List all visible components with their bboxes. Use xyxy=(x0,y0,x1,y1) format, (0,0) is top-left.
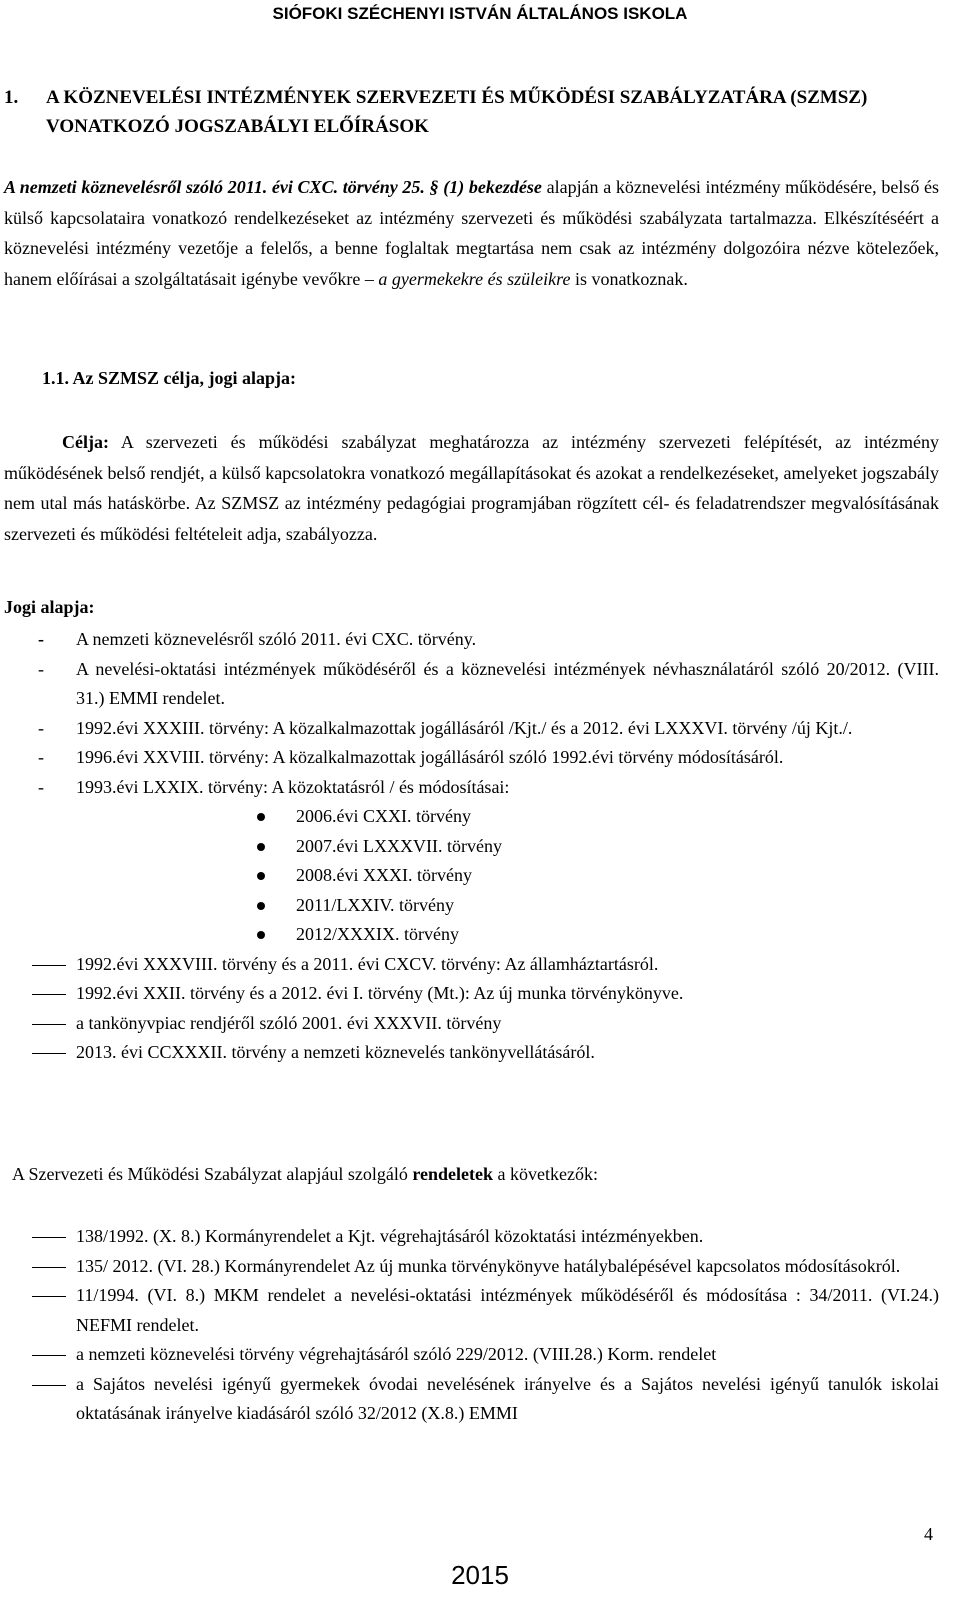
bullet-text: 2007.évi LXXXVII. törvény xyxy=(296,835,502,856)
list-item-text: 135/ 2012. (VI. 28.) Kormányrendelet Az új munka törvénykönyve hatálybalépésével kapcsolatos módosításokról. xyxy=(76,1255,901,1276)
dash-line-icon xyxy=(32,1355,66,1356)
dash-line-icon xyxy=(32,1296,66,1297)
list-item xyxy=(4,714,939,744)
list-item-text: 2013. évi CCXXXII. törvény a nemzeti köznevelés tankönyvellátásáról. xyxy=(76,1042,595,1062)
list-item xyxy=(4,1038,939,1068)
list-item-text: 11/1994. (VI. 8.) MKM rendelet a nevelési-oktatási intézmények működéséről és módosítása : 34/2011. (VI.24.) NEFMI rendelet. xyxy=(76,1285,939,1335)
list-item xyxy=(4,950,939,980)
list-item-text: A nevelési-oktatási intézmények működéséről és a köznevelési intézmények névhasználatáról szóló 20/2012. (VIII. 31.) EMMI rendelet. xyxy=(76,658,939,708)
dash-line-icon xyxy=(32,1053,66,1054)
list-item-text: 138/1992. (X. 8.) Kormányrendelet a Kjt. végrehajtásáról közoktatási intézményekben. xyxy=(76,1226,704,1246)
dash-line-icon xyxy=(32,1237,66,1238)
celja-paragraph xyxy=(4,427,939,549)
intro-text-2: is vonatkoznak. xyxy=(570,268,688,289)
intro-text-1: alapján a köznevelési intézmény működésére, belső és külső kapcsolataira vonatkozó rendelkezéseket az intézmény szervezeti és működési szabályzata tartalmazza. Elkészítéséért a köznevelési intézmény vezetője a felelős, a benne foglaltak megtartása nem csak az intézmény dolgozóira nézve kötelezőek, hanem előírásai a szolgáltatásait igénybe vevőkre – xyxy=(4,177,939,289)
list-item xyxy=(4,1252,939,1282)
bullet-icon xyxy=(257,931,265,939)
list-item xyxy=(4,1281,939,1340)
bullet-text: 2008.évi XXXI. törvény xyxy=(296,865,472,885)
bullet-icon xyxy=(257,902,265,910)
dash-marker: - xyxy=(38,658,44,679)
list-item-text: a Sajátos nevelési igényű gyermekek óvodai nevelésének irányelve és a Sajátos nevelési igényű tanulók iskolai oktatásának irányelve kiadásáról szóló 32/2012 (X.8.) EMMI xyxy=(76,1373,939,1423)
rendeletek-intro-text: A Szervezeti és Működési Szabályzat alapjául szolgáló xyxy=(12,1164,413,1184)
intro-law-reference: A nemzeti köznevelésről szóló 2011. évi CXC. törvény 25. § (1) bekezdése xyxy=(4,177,542,197)
bullet-item xyxy=(4,832,939,862)
rendeletek-list xyxy=(4,1222,939,1429)
list-item-text: A nemzeti köznevelésről szóló 2011. évi CXC. törvény. xyxy=(76,629,477,649)
list-item xyxy=(4,979,939,1009)
bullet-icon xyxy=(257,872,265,880)
section-number: 1. xyxy=(4,87,19,108)
rendeletek-intro xyxy=(12,1164,598,1185)
celja-label: Célja: xyxy=(62,432,109,452)
list-item xyxy=(4,773,939,803)
subsection-title: 1.1. Az SZMSZ célja, jogi alapja: xyxy=(42,368,296,388)
bullet-text: 2006.évi CXXI. törvény xyxy=(296,806,471,826)
list-item xyxy=(4,1222,939,1252)
list-item-text: 1993.évi LXXIX. törvény: A közoktatásról / és módosításai: xyxy=(76,776,510,797)
dash-line-icon xyxy=(32,1024,66,1025)
dash-line-icon xyxy=(32,1267,66,1268)
list-item xyxy=(4,625,939,655)
list-item xyxy=(4,1340,939,1370)
dash-marker: - xyxy=(38,776,44,797)
jogi-alapja-list xyxy=(4,625,939,1068)
celja-text: A szervezeti és működési szabályzat meghatározza az intézmény szervezeti felépítését, az intézmény működésének belső rendjét, a külső kapcsolatokra vonatkozó megállapításokat és azokat a rendelkezéseket, amelyeket jogszabály nem utal más hatáskörbe. Az SZMSZ az intézmény pedagógiai programjában rögzített cél- és feladatrendszer megvalósításának szervezeti és működési feltételeit adja, szabályozza. xyxy=(4,432,939,544)
list-item-text: a tankönyvpiac rendjéről szóló 2001. évi XXXVII. törvény xyxy=(76,1012,502,1033)
bullet-icon xyxy=(257,843,265,851)
list-item-text: 1996.évi XXVIII. törvény: A közalkalmazottak jogállásáról szóló 1992.évi törvény módosításáról. xyxy=(76,747,784,767)
rendeletek-intro-text-end: a következők: xyxy=(493,1164,598,1184)
footer-year: 2015 xyxy=(451,1560,509,1590)
page-number: 4 xyxy=(924,1524,933,1544)
jogi-alapja-label: Jogi alapja: xyxy=(4,597,95,617)
dash-line-icon xyxy=(32,994,66,995)
dash-line-icon xyxy=(32,1385,66,1386)
list-item xyxy=(4,1009,939,1039)
bullet-item xyxy=(4,920,939,950)
bullet-text: 2012/XXXIX. törvény xyxy=(296,924,459,944)
list-item-text: 1992.évi XXII. törvény és a 2012. évi I. törvény (Mt.): Az új munka törvénykönyve. xyxy=(76,983,684,1003)
rendeletek-intro-bold: rendeletek xyxy=(412,1164,494,1184)
list-item xyxy=(4,743,939,773)
bullet-item xyxy=(4,861,939,891)
intro-paragraph xyxy=(4,172,939,294)
bullet-item xyxy=(4,802,939,832)
section-title-text: A KÖZNEVELÉSI INTÉZMÉNYEK SZERVEZETI ÉS MŰKÖDÉSI SZABÁLYZATÁRA (SZMSZ) VONATKOZÓ JOGSZABÁLYI ELŐÍRÁSOK xyxy=(46,87,868,137)
list-item xyxy=(4,1370,939,1429)
dash-marker: - xyxy=(38,717,44,738)
dash-line-icon xyxy=(32,965,66,966)
list-item-text: 1992.évi XXXVIII. törvény és a 2011. évi CXCV. törvény: Az államháztartásról. xyxy=(76,953,659,974)
bullet-text: 2011/LXXIV. törvény xyxy=(296,894,454,915)
dash-marker: - xyxy=(38,629,44,649)
bullet-icon xyxy=(257,813,265,821)
bullet-item xyxy=(4,891,939,921)
list-item xyxy=(4,655,939,714)
list-item-text: 1992.évi XXXIII. törvény: A közalkalmazottak jogállásáról /Kjt./ és a 2012. évi LXXXVI. törvény /új Kjt./. xyxy=(76,717,853,738)
dash-marker: - xyxy=(38,747,44,767)
intro-italic: a gyermekekre és szüleikre xyxy=(378,268,571,289)
list-item-text: a nemzeti köznevelési törvény végrehajtásáról szóló 229/2012. (VIII.28.) Korm. rendelet xyxy=(76,1344,717,1364)
page-header: SIÓFOKI SZÉCHENYI ISTVÁN ÁLTALÁNOS ISKOLA xyxy=(272,4,688,23)
